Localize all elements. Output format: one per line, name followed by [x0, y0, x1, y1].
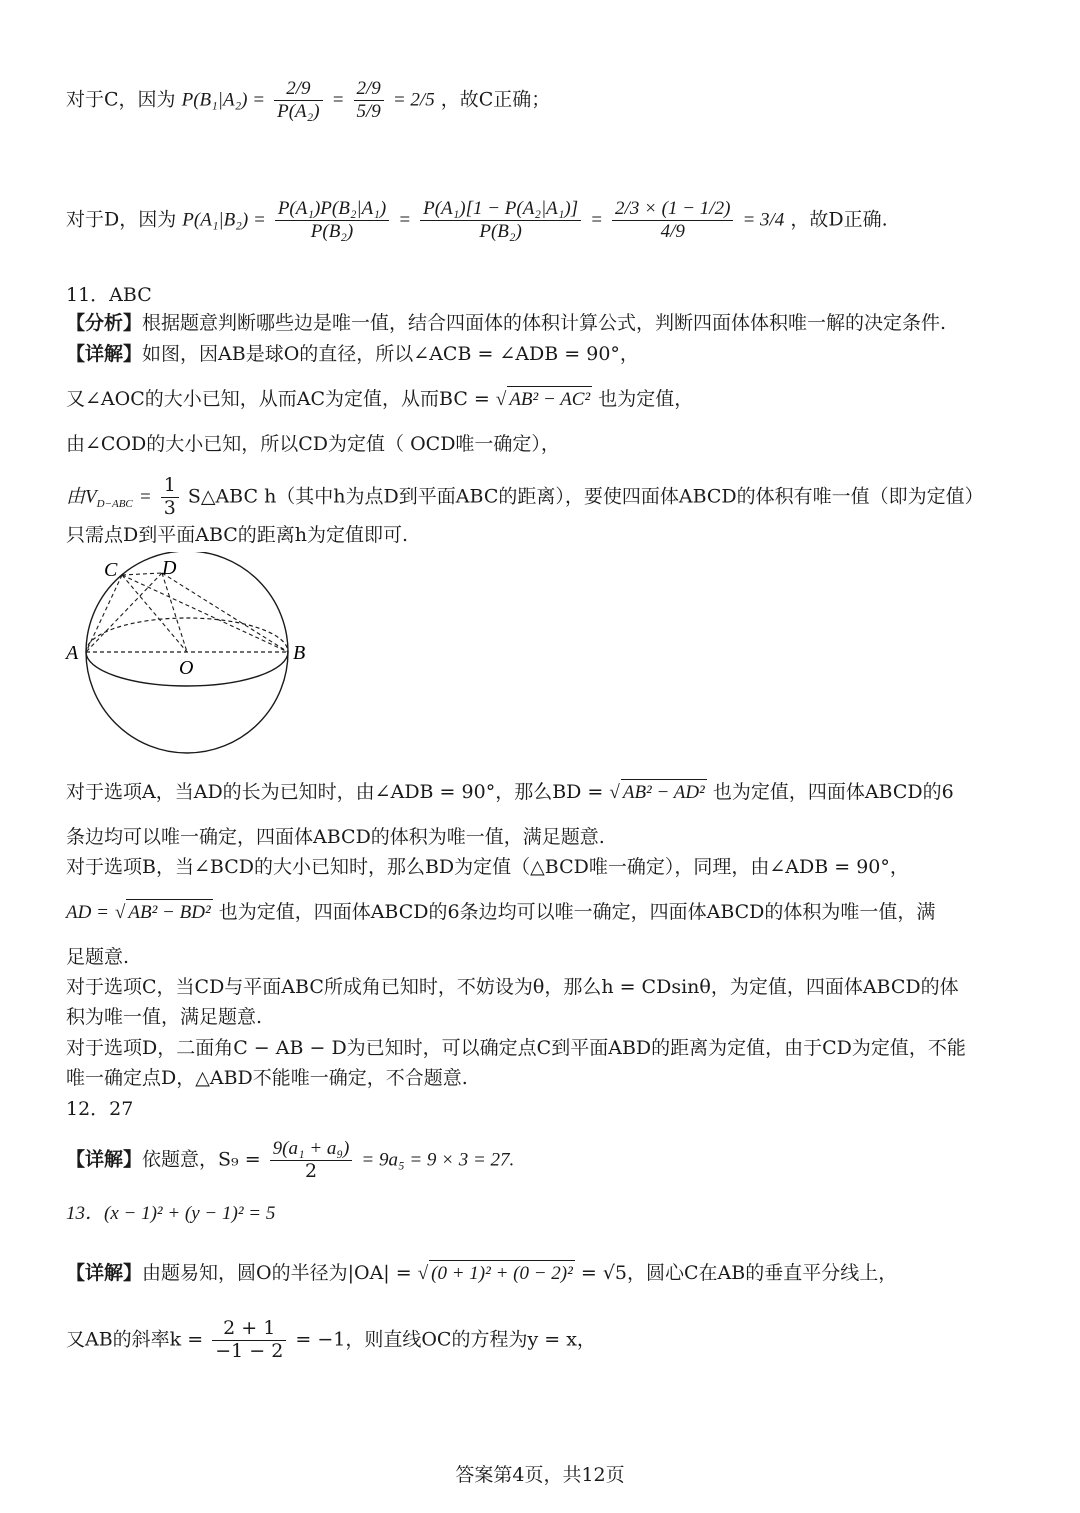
question-13-detail-2: 又AB的斜率k = $\frac{2 + 1}{-1 - 2}$ = −1，则直线OC的方程为y = x， [66, 1317, 596, 1362]
fraction: $\frac{\text{9(a₁ + a₉)}}{2}$ [270, 1138, 353, 1183]
text: 对于D，因为 [66, 208, 177, 231]
detail-tag: 【详解】 [66, 343, 143, 365]
equator-back [86, 618, 288, 652]
math-expression: P(A₁|B₂) = [182, 209, 266, 231]
analysis-line [66, 310, 946, 336]
detail-line-5: 只需点D到平面ABC的距离h为定值即可. [66, 524, 409, 546]
option-b-line-1: 对于选项B，当∠BCD的大小已知时，那么BD为定值（△BCD唯一确定），同理，由∠ADB = 90°， [66, 856, 909, 878]
option-d-line-1: 对于选项D，二面角C − AB − D为已知时，可以确定点C到平面ABD的距离为定值，由于CD为定值，不能 [66, 1037, 966, 1059]
fraction: $\frac{1}{3}$ [161, 475, 179, 520]
text: 如图，因AB是球O的直径，所以∠ACB = ∠ADB = 90°， [142, 343, 639, 365]
sphere-tetrahedron-figure [62, 552, 322, 762]
line-option-c: 对于C，因为 P(B₁|A₂) = $\frac{2/9}{\text{P(A₂)}}$ = $\frac{2/9}{5/9}$ = 2/5 ，故C正确； [66, 78, 551, 122]
option-c-line-1: 对于选项C，当CD与平面ABC所成角已知时，不妨设为θ，那么h = CDsinθ，为定值，四面体ABCD的体 [66, 976, 959, 998]
question-12-detail: 【详解】依题意，S₉ = $\frac{\text{9(a₁ + a₉)}}{2}$ = 9a₅ = 9 × 3 = 27. [66, 1138, 515, 1182]
sqrt-expression: (0 + 1)² + (0 − 2)² [429, 1260, 575, 1287]
text: 对于C，因为 [66, 88, 176, 111]
page-footer: 答案第4页，共12页 [455, 1464, 625, 1486]
detail-tag: 【详解】 [66, 1262, 143, 1284]
math-result: = 2/5 [392, 89, 435, 111]
option-b-line-2: AD = √ AB² − BD² 也为定值，四面体ABCD的6条边均可以唯一确定，四面体ABCD的体积为唯一值，满 [66, 899, 935, 926]
line-option-d: 对于D，因为 P(A₁|B₂) = $\frac{\text{P(A₁)P(B₂|A₁)}}{\text{P(B₂)}}$ = $\frac{\text{P(A₁)[1 − P(A₂|A₁)]}}{\text{P(B₂)}}$ = $\frac{2/3 \times (1 - 1/2)}{4/9}$ = 3/4 ，故D正确. [66, 198, 888, 242]
label-b: B [293, 642, 306, 664]
question-13-detail-1: 【详解】由题易知，圆O的半径为|OA| = √ (0 + 1)² + (0 − 2)² = √5，圆心C在AB的垂直平分线上， [66, 1260, 897, 1287]
question-12-answer: 12．27 [66, 1098, 134, 1120]
text: ，故C正确； [440, 88, 551, 111]
sqrt-expression: AB² − AC² [507, 386, 592, 413]
text: ，故D正确. [790, 208, 888, 231]
label-d: D [162, 557, 177, 579]
detail-line-1 [66, 341, 639, 367]
option-d-line-2: 唯一确定点D，△ABD不能唯一确定，不合题意. [66, 1067, 468, 1089]
option-c-line-2: 积为唯一值，满足题意. [66, 1006, 263, 1028]
label-o: O [179, 657, 194, 679]
fraction: $\frac{\text{P(A₁)P(B₂|A₁)}}{\text{P(B₂)}}$ [275, 198, 389, 243]
math-expression: P(B₁|A₂) = [181, 89, 266, 111]
fraction: $\frac{2/9}{5/9}$ [354, 78, 384, 123]
fraction: $\frac{2 + 1}{-1 - 2}$ [212, 1318, 286, 1363]
fraction: $\frac{\text{P(A₁)[1 − P(A₂|A₁)]}}{\text{P(B₂)}}$ [420, 198, 581, 243]
option-a-line-2: 条边均可以唯一确定，四面体ABCD的体积为唯一值，满足题意. [66, 826, 605, 848]
question-11-answer: 11．ABC [66, 284, 152, 306]
label-c: C [104, 559, 118, 581]
sqrt-expression: AB² − BD² [126, 899, 212, 926]
text: 根据题意判断哪些边是唯一值，结合四面体的体积计算公式，判断四面体体积唯一解的决定条件. [142, 312, 947, 334]
detail-line-4: 由$V_{D-ABC}$ = $\frac{1}{3}$ S△ABC h（其中h为点D到平面ABC的距离），要使四面体ABCD的体积有唯一值（即为定值） [66, 474, 984, 519]
analysis-tag: 【分析】 [66, 312, 143, 334]
detail-line-3: 由∠COD的大小已知，所以CD为定值（ OCD唯一确定）， [66, 433, 560, 455]
tetrahedron-edges [86, 573, 288, 652]
fraction: $\frac{2/3 \times (1 - 1/2)}{4/9}$ [612, 198, 733, 243]
detail-line-2: 又∠AOC的大小已知，从而AC为定值，从而BC = √ AB² − AC² 也为定值， [66, 386, 693, 413]
fraction: $\frac{2/9}{\text{P(A₂)}}$ [274, 78, 322, 123]
label-a: A [66, 642, 79, 664]
detail-tag: 【详解】 [66, 1148, 143, 1171]
sqrt-expression: AB² − AD² [621, 779, 707, 806]
math-result: = 3/4 [742, 209, 785, 231]
question-13-answer: 13．(x − 1)² + (y − 1)² = 5 [66, 1203, 276, 1224]
option-a-line-1: 对于选项A，当AD的长为已知时，由∠ADB = 90°，那么BD = √ AB² − AD² 也为定值，四面体ABCD的6 [66, 779, 954, 806]
option-b-line-3: 足题意. [66, 946, 130, 968]
